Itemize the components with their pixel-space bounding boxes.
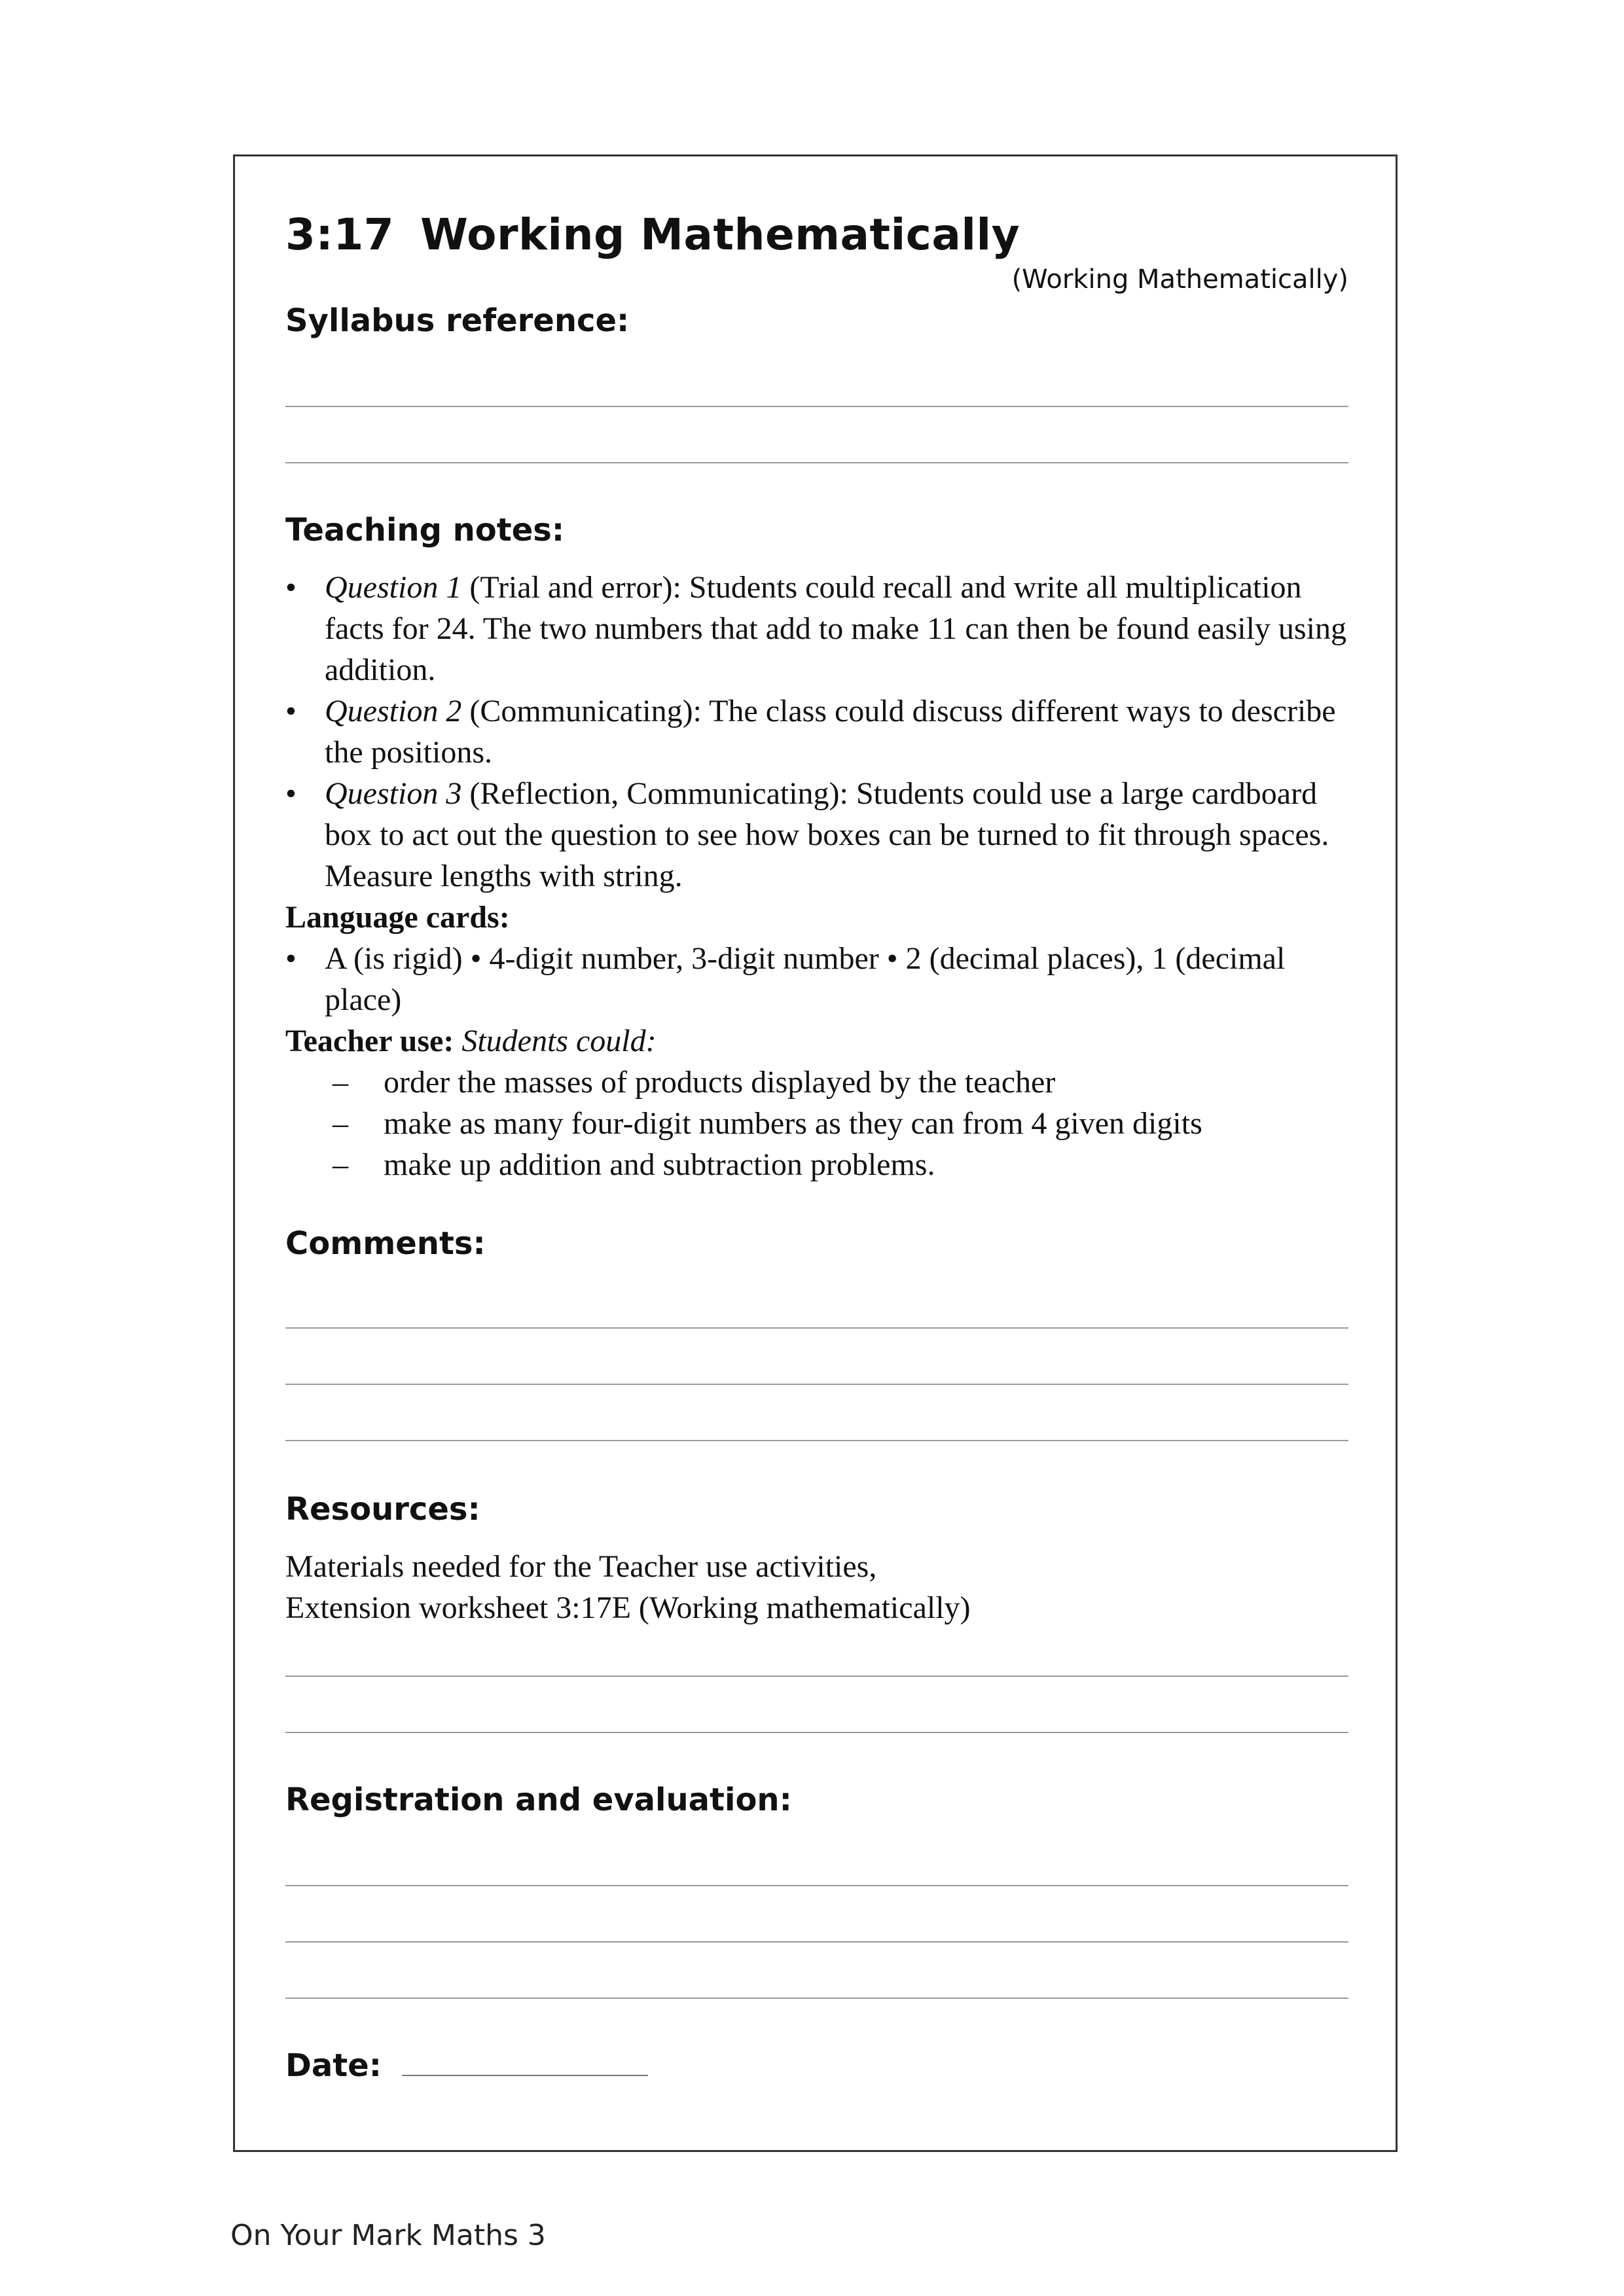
syllabus-line-1[interactable]: [285, 406, 1348, 407]
page-footer: On Your Mark Maths 3: [230, 2219, 546, 2252]
section-title: Working Mathematically: [420, 209, 1020, 260]
resources-body: [285, 1546, 1348, 1628]
date-label: Date:: [285, 2047, 382, 2084]
teaching-notes-body: [285, 567, 1348, 1185]
date-field-line[interactable]: [402, 2075, 648, 2076]
language-cards-list: [285, 938, 1348, 1020]
registration-line-1[interactable]: [285, 1885, 1348, 1886]
question-text: (Reflection, Communicating): Students could use a large cardboard box to act out the question to see how boxes can be turned to fit through spaces. Measure lengths with string.: [325, 776, 1329, 893]
language-cards-heading: Language cards:: [285, 900, 510, 935]
teacher-use-text: make as many four-digit numbers as they can from 4 given digits: [384, 1106, 1202, 1141]
section-number: 3:17: [285, 209, 395, 260]
syllabus-line-2[interactable]: [285, 462, 1348, 463]
registration-line-2[interactable]: [285, 1941, 1348, 1943]
teacher-use-line: [285, 1020, 1348, 1062]
language-card-item: [285, 938, 1348, 1020]
teacher-use-item: [285, 1144, 1348, 1185]
question-label: Question 3: [325, 776, 462, 811]
teacher-use-intro: Students could:: [461, 1024, 657, 1058]
resources-heading: Resources:: [285, 1491, 480, 1528]
comments-line-1[interactable]: [285, 1327, 1348, 1329]
question-note: [285, 773, 1348, 897]
teacher-use-item: [285, 1062, 1348, 1103]
teacher-use-item: [285, 1103, 1348, 1144]
registration-heading: Registration and evaluation:: [285, 1782, 792, 1818]
strand-label: (Working Mathematically): [1011, 264, 1348, 295]
question-note: [285, 567, 1348, 691]
resources-line: Extension worksheet 3:17E (Working mathematically): [285, 1590, 971, 1625]
dash-icon: –: [333, 1147, 348, 1182]
teaching-notes-heading: Teaching notes:: [285, 512, 565, 548]
question-text: (Communicating): The class could discuss different ways to describe the positions.: [325, 694, 1336, 770]
registration-line-3[interactable]: [285, 1998, 1348, 1999]
bullet-icon: •: [285, 694, 297, 728]
question-note: [285, 691, 1348, 773]
dash-icon: –: [333, 1065, 348, 1100]
page-title: [285, 209, 1020, 260]
question-notes-list: [285, 567, 1348, 897]
teacher-use-list: [285, 1062, 1348, 1185]
comments-line-2[interactable]: [285, 1384, 1348, 1385]
resources-line: Materials needed for the Teacher use activities,: [285, 1549, 877, 1584]
teacher-use-heading: Teacher use:: [285, 1024, 454, 1058]
syllabus-heading: Syllabus reference:: [285, 302, 630, 339]
resources-line-2[interactable]: [285, 1732, 1348, 1733]
question-text: (Trial and error): Students could recall and write all multiplication facts for 24. The two numbers that add to make 11 can then be found easily using addition.: [325, 570, 1346, 687]
question-label: Question 1: [325, 570, 462, 605]
teacher-use-text: make up addition and subtraction problems.: [384, 1147, 935, 1182]
resources-line-1[interactable]: [285, 1676, 1348, 1677]
bullet-icon: •: [285, 776, 297, 811]
language-cards-text: A (is rigid) • 4-digit number, 3-digit number • 2 (decimal places), 1 (decimal place): [325, 941, 1286, 1017]
bullet-icon: •: [285, 941, 297, 976]
comments-heading: Comments:: [285, 1225, 486, 1262]
teacher-use-text: order the masses of products displayed by the teacher: [384, 1065, 1056, 1100]
comments-line-3[interactable]: [285, 1440, 1348, 1441]
bullet-icon: •: [285, 570, 297, 605]
question-label: Question 2: [325, 694, 462, 728]
dash-icon: –: [333, 1106, 348, 1141]
